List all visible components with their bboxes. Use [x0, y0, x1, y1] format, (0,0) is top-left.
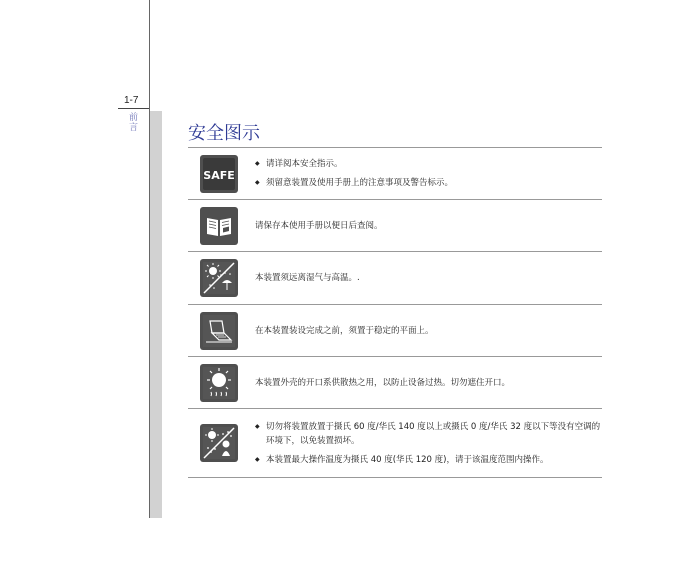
- humidity-heat-icon: [200, 259, 238, 297]
- safety-row: [188, 200, 602, 252]
- safety-row: [188, 305, 602, 357]
- safety-row-text: [255, 415, 602, 472]
- safety-row-text: [255, 152, 453, 195]
- section-label-char: 言: [129, 123, 139, 133]
- manual-book-icon: [200, 207, 238, 245]
- safety-row: [188, 357, 602, 409]
- safety-icons-table: [188, 147, 602, 478]
- temperature-range-icon: [200, 424, 238, 462]
- page-number: 1-7: [124, 95, 139, 106]
- safety-row: [188, 147, 602, 200]
- safety-row: [188, 252, 602, 305]
- page-sidebar-bar: [150, 111, 162, 518]
- page-title: 安全图示: [188, 123, 260, 144]
- section-label-char: 前: [129, 113, 139, 123]
- safety-row-text: 本装置外壳的开口系供散热之用，以防止设备过热。切勿遮住开口。: [255, 377, 511, 388]
- bullet-item: ◆ 本装置最大操作温度为摄氏 40 度(华氏 120 度)，请于该温度范围内操作。: [255, 453, 602, 467]
- safe-icon: [200, 155, 238, 193]
- ventilation-heat-icon: [200, 364, 238, 402]
- laptop-flat-surface-icon: [200, 312, 238, 350]
- safety-row-text: 请保存本使用手册以便日后查阅。: [255, 220, 383, 231]
- svg-text:SAFE: SAFE: [203, 168, 235, 182]
- safety-row-text: 在本装置装设完成之前，须置于稳定的平面上。: [255, 325, 434, 336]
- page-number-rule: [118, 108, 149, 109]
- bullet-item: ◆ 须留意装置及使用手册上的注意事项及警告标示。: [255, 176, 453, 190]
- safety-row: [188, 409, 602, 478]
- safety-row-text: 本装置须远离湿气与高温。.: [255, 273, 360, 283]
- section-label: [129, 113, 141, 133]
- bullet-item: ◆ 切勿将装置放置于摄氏 60 度/华氏 140 度以上或摄氏 0 度/华氏 32 度以下等没有空调的环境下，以免装置损坏。: [255, 420, 602, 448]
- bullet-item: ◆ 请详阅本安全指示。: [255, 157, 453, 171]
